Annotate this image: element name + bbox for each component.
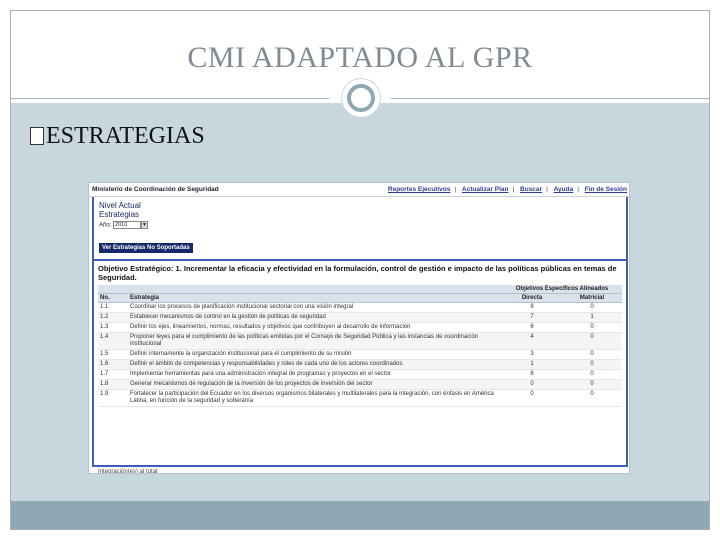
app-top-bar: [89, 183, 630, 197]
row-directa: 1: [502, 360, 562, 370]
bullet-box-icon: [30, 127, 44, 145]
row-strategy: Coordinar los procesos de planificación institucional sectorial con una visión integral: [128, 303, 502, 313]
unsupported-strategies-button[interactable]: Ver Estrategias No Soportadas: [99, 243, 193, 253]
row-directa: 3: [502, 350, 562, 360]
col-directa-header: Directa: [502, 294, 562, 303]
row-number: 1.8: [98, 380, 128, 390]
link-ayuda[interactable]: Ayuda: [553, 186, 574, 193]
row-matricial: 0: [562, 350, 622, 360]
aligned-objectives-header: Objetivos Específicos Alineados: [502, 285, 622, 294]
row-directa: 8: [502, 303, 562, 313]
row-strategy: Implementar herramientas para una administración integral de programas y proyectos en el sector: [128, 370, 502, 380]
ring-ornament-icon: [342, 79, 380, 117]
row-directa: 4: [502, 333, 562, 350]
row-matricial: 0: [562, 380, 622, 390]
row-strategy: Definir el ámbito de competencias y responsabilidades y roles de cada uno de los actores coordinados: [128, 360, 502, 370]
row-matricial: 0: [562, 323, 622, 333]
row-number: 1.1: [98, 303, 128, 313]
table-footer-note: Integración(es) al total: [98, 469, 158, 474]
footer-band: [11, 501, 709, 529]
estrategias-label: Estrategias: [99, 210, 140, 219]
table-row[interactable]: [98, 350, 622, 360]
title-divider-left: [11, 98, 329, 99]
row-matricial: 1: [562, 313, 622, 323]
table-row[interactable]: [98, 380, 622, 390]
table-row[interactable]: [98, 370, 622, 380]
row-strategy: Definir internamente la organización institucional para el cumplimiento de su misión: [128, 350, 502, 360]
row-number: 1.4: [98, 333, 128, 350]
table-row[interactable]: [98, 303, 622, 313]
chevron-down-icon[interactable]: ▼: [142, 222, 147, 228]
row-strategy: Definir los ejes, lineamientos, normas, resultados y objetivos que contribuyen al desarrollo de información: [128, 323, 502, 333]
link-actualizar-plan[interactable]: Actualizar Plan: [461, 186, 509, 193]
content-frame: [92, 197, 628, 474]
row-matricial: 0: [562, 370, 622, 380]
row-number: 1.7: [98, 370, 128, 380]
table-row[interactable]: [98, 360, 622, 370]
year-select[interactable]: 2010: [113, 221, 141, 229]
table-row[interactable]: [98, 390, 622, 407]
ministry-name: Ministerio de Coordinación de Seguridad: [92, 186, 219, 193]
row-matricial: 0: [562, 333, 622, 350]
row-directa: 0: [502, 380, 562, 390]
row-directa: 7: [502, 313, 562, 323]
col-matricial-header: Matricial: [562, 294, 622, 303]
strategies-table: [98, 285, 622, 407]
row-strategy: Fortalecer la participación del Ecuador en los diversos organismos bilaterales y multilaterales para la integración, con énfasis en América Latina, en función de la seguridad y soberanía: [128, 390, 502, 407]
table-row[interactable]: [98, 333, 622, 350]
row-directa: 6: [502, 370, 562, 380]
col-no-header: No.: [98, 294, 128, 303]
col-estrategia-header: Estrategia: [128, 294, 502, 303]
embedded-app-screenshot: [88, 182, 630, 474]
section-heading: [30, 123, 205, 150]
table-row[interactable]: [98, 323, 622, 333]
row-strategy: Establecer mecanismos de control en la gestión de políticas de seguridad: [128, 313, 502, 323]
top-links: Reportes Ejecutivos | Actualizar Plan | Buscar | Ayuda | Fin de Sesión: [387, 186, 627, 193]
row-directa: 0: [502, 390, 562, 407]
year-label: Año:: [99, 222, 112, 229]
row-strategy: Generar mecanismos de regulación de la inversión de los proyectos de inversión del sector: [128, 380, 502, 390]
row-matricial: 0: [562, 303, 622, 313]
link-reportes-ejecutivos[interactable]: Reportes Ejecutivos: [387, 186, 451, 193]
row-number: 1.3: [98, 323, 128, 333]
row-number: 1.5: [98, 350, 128, 360]
row-matricial: 0: [562, 360, 622, 370]
link-buscar[interactable]: Buscar: [520, 186, 543, 193]
row-directa: 6: [502, 323, 562, 333]
slide-title: CMI ADAPTADO AL GPR: [187, 41, 533, 74]
row-number: 1.9: [98, 390, 128, 407]
row-strategy: Proponer leyes para el cumplimiento de las políticas emitidas por el Consejo de Seguridad Pública y las instancias de coordinación institucional: [128, 333, 502, 350]
strategic-objective: Objetivo Estratégico: 1. Incrementar la eficacia y efectividad en la formulación, control de gestión e impacto de las políticas públicas en temas de Seguridad.: [94, 259, 626, 282]
section-heading-text: ESTRATEGIAS: [46, 123, 205, 149]
nivel-actual-label: Nivel Actual: [99, 201, 141, 210]
title-divider-right: [391, 98, 709, 99]
table-row[interactable]: [98, 313, 622, 323]
row-number: 1.2: [98, 313, 128, 323]
link-fin-de-sesion[interactable]: Fin de Sesión: [584, 186, 627, 193]
row-number: 1.6: [98, 360, 128, 370]
row-matricial: 0: [562, 390, 622, 407]
year-row: [99, 221, 148, 229]
